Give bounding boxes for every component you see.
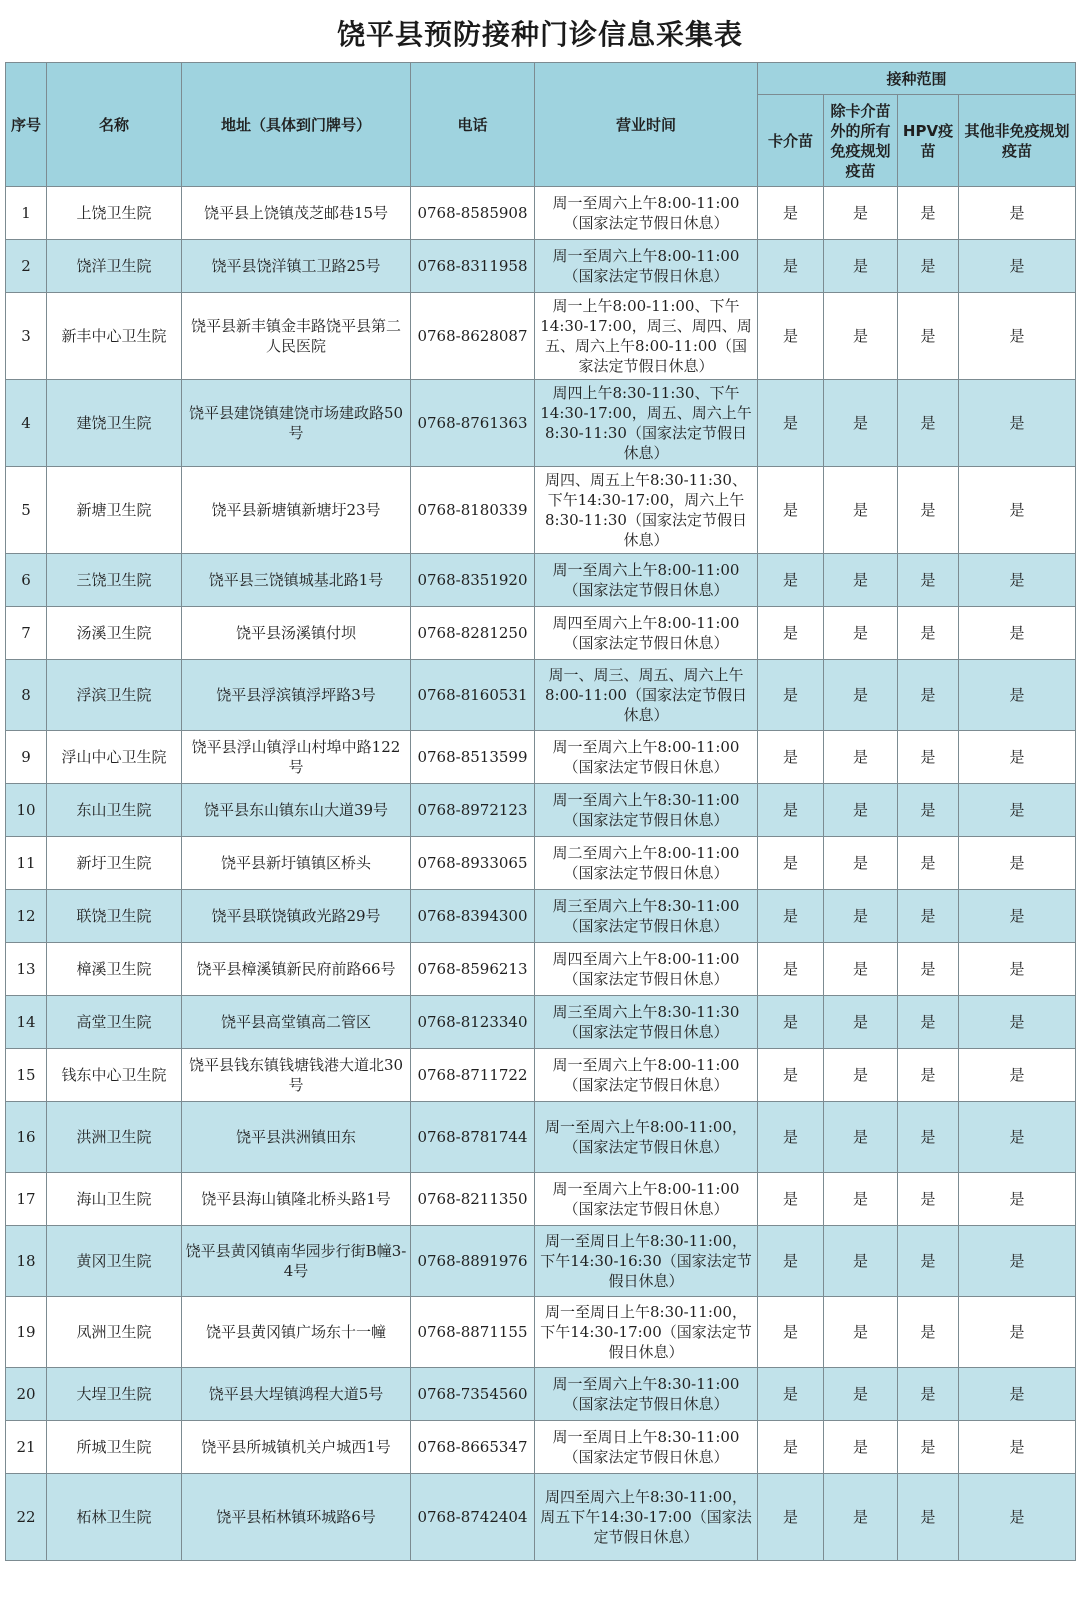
cell-hpv: 是 <box>898 240 959 293</box>
cell-hpv: 是 <box>898 187 959 240</box>
cell-hpv: 是 <box>898 1421 959 1474</box>
cell-other-nip: 是 <box>824 1474 898 1561</box>
cell-address: 饶平县汤溪镇付坝 <box>182 607 411 660</box>
table-row <box>6 996 1076 1049</box>
table-row <box>6 1474 1076 1561</box>
cell-bcg: 是 <box>758 1102 824 1173</box>
cell-seq: 14 <box>6 996 47 1049</box>
table-row <box>6 380 1076 467</box>
cell-non-nip: 是 <box>959 890 1076 943</box>
cell-hours: 周一、周三、周五、周六上午8:00-11:00（国家法定节假日休息） <box>535 660 758 731</box>
cell-seq: 6 <box>6 554 47 607</box>
cell-seq: 10 <box>6 784 47 837</box>
header-non-nip: 其他非免疫规划疫苗 <box>959 95 1076 187</box>
cell-phone: 0768-8281250 <box>411 607 535 660</box>
cell-other-nip: 是 <box>824 1297 898 1368</box>
table-row <box>6 240 1076 293</box>
cell-bcg: 是 <box>758 1049 824 1102</box>
cell-hours: 周一至周六上午8:30-11:00（国家法定节假日休息） <box>535 1368 758 1421</box>
cell-phone: 0768-8628087 <box>411 293 535 380</box>
cell-hpv: 是 <box>898 607 959 660</box>
cell-address: 饶平县高堂镇高二管区 <box>182 996 411 1049</box>
cell-name: 新丰中心卫生院 <box>47 293 182 380</box>
cell-non-nip: 是 <box>959 1226 1076 1297</box>
cell-seq: 16 <box>6 1102 47 1173</box>
cell-other-nip: 是 <box>824 1173 898 1226</box>
cell-name: 建饶卫生院 <box>47 380 182 467</box>
cell-bcg: 是 <box>758 240 824 293</box>
cell-address: 饶平县新丰镇金丰路饶平县第二人民医院 <box>182 293 411 380</box>
header-address: 地址（具体到门牌号） <box>182 63 411 187</box>
cell-seq: 19 <box>6 1297 47 1368</box>
cell-phone: 0768-8394300 <box>411 890 535 943</box>
cell-hours: 周一至周日上午8:30-11:00（国家法定节假日休息） <box>535 1421 758 1474</box>
cell-address: 饶平县浮山镇浮山村埠中路122号 <box>182 731 411 784</box>
header-hours: 营业时间 <box>535 63 758 187</box>
cell-other-nip: 是 <box>824 240 898 293</box>
cell-seq: 20 <box>6 1368 47 1421</box>
cell-other-nip: 是 <box>824 837 898 890</box>
cell-hours: 周四、周五上午8:30-11:30、下午14:30-17:00，周六上午8:30-11:30（国家法定节假日休息） <box>535 467 758 554</box>
cell-phone: 0768-8160531 <box>411 660 535 731</box>
cell-non-nip: 是 <box>959 1102 1076 1173</box>
cell-other-nip: 是 <box>824 1368 898 1421</box>
cell-phone: 0768-8761363 <box>411 380 535 467</box>
cell-other-nip: 是 <box>824 784 898 837</box>
cell-bcg: 是 <box>758 607 824 660</box>
cell-seq: 18 <box>6 1226 47 1297</box>
cell-hpv: 是 <box>898 554 959 607</box>
cell-name: 上饶卫生院 <box>47 187 182 240</box>
cell-name: 洪洲卫生院 <box>47 1102 182 1173</box>
cell-other-nip: 是 <box>824 607 898 660</box>
cell-seq: 22 <box>6 1474 47 1561</box>
cell-name: 新塘卫生院 <box>47 467 182 554</box>
cell-non-nip: 是 <box>959 1421 1076 1474</box>
cell-name: 大埕卫生院 <box>47 1368 182 1421</box>
cell-bcg: 是 <box>758 467 824 554</box>
header-hpv: HPV疫苗 <box>898 95 959 187</box>
cell-address: 饶平县浮滨镇浮坪路3号 <box>182 660 411 731</box>
cell-bcg: 是 <box>758 996 824 1049</box>
cell-bcg: 是 <box>758 293 824 380</box>
cell-hpv: 是 <box>898 890 959 943</box>
cell-hpv: 是 <box>898 1297 959 1368</box>
cell-address: 饶平县洪洲镇田东 <box>182 1102 411 1173</box>
cell-address: 饶平县樟溪镇新民府前路66号 <box>182 943 411 996</box>
cell-hours: 周一至周六上午8:00-11:00（国家法定节假日休息） <box>535 1173 758 1226</box>
table-row <box>6 660 1076 731</box>
table-row <box>6 1226 1076 1297</box>
cell-seq: 8 <box>6 660 47 731</box>
cell-hours: 周二至周六上午8:00-11:00（国家法定节假日休息） <box>535 837 758 890</box>
cell-other-nip: 是 <box>824 293 898 380</box>
cell-phone: 0768-8596213 <box>411 943 535 996</box>
clinic-table <box>5 62 1076 1561</box>
cell-name: 联饶卫生院 <box>47 890 182 943</box>
cell-other-nip: 是 <box>824 660 898 731</box>
cell-seq: 11 <box>6 837 47 890</box>
cell-hours: 周一至周六上午8:00-11:00（国家法定节假日休息） <box>535 240 758 293</box>
table-row <box>6 1297 1076 1368</box>
cell-non-nip: 是 <box>959 943 1076 996</box>
cell-hpv: 是 <box>898 1173 959 1226</box>
cell-bcg: 是 <box>758 1421 824 1474</box>
cell-other-nip: 是 <box>824 1102 898 1173</box>
cell-hours: 周一上午8:00-11:00、下午14:30-17:00，周三、周四、周五、周六上午8:00-11:00（国家法定节假日休息） <box>535 293 758 380</box>
cell-phone: 0768-8711722 <box>411 1049 535 1102</box>
cell-address: 饶平县黄冈镇广场东十一幢 <box>182 1297 411 1368</box>
cell-seq: 17 <box>6 1173 47 1226</box>
cell-non-nip: 是 <box>959 554 1076 607</box>
cell-other-nip: 是 <box>824 1049 898 1102</box>
cell-non-nip: 是 <box>959 1049 1076 1102</box>
cell-address: 饶平县联饶镇政光路29号 <box>182 890 411 943</box>
cell-non-nip: 是 <box>959 187 1076 240</box>
cell-hpv: 是 <box>898 784 959 837</box>
cell-hours: 周一至周六上午8:00-11:00，（国家法定节假日休息） <box>535 1102 758 1173</box>
cell-hours: 周一至周日上午8:30-11:00，下午14:30-16:30（国家法定节假日休息） <box>535 1226 758 1297</box>
cell-hours: 周四上午8:30-11:30、下午14:30-17:00，周五、周六上午8:30-11:30（国家法定节假日休息） <box>535 380 758 467</box>
header-phone: 电话 <box>411 63 535 187</box>
cell-hpv: 是 <box>898 943 959 996</box>
cell-address: 饶平县新圩镇镇区桥头 <box>182 837 411 890</box>
cell-bcg: 是 <box>758 837 824 890</box>
cell-other-nip: 是 <box>824 467 898 554</box>
table-row <box>6 1421 1076 1474</box>
cell-other-nip: 是 <box>824 1421 898 1474</box>
cell-hours: 周一至周六上午8:00-11:00（国家法定节假日休息） <box>535 554 758 607</box>
cell-other-nip: 是 <box>824 380 898 467</box>
cell-non-nip: 是 <box>959 996 1076 1049</box>
cell-bcg: 是 <box>758 943 824 996</box>
cell-phone: 0768-8180339 <box>411 467 535 554</box>
cell-bcg: 是 <box>758 784 824 837</box>
table-row <box>6 607 1076 660</box>
cell-hpv: 是 <box>898 1474 959 1561</box>
cell-non-nip: 是 <box>959 240 1076 293</box>
table-row <box>6 187 1076 240</box>
cell-name: 饶洋卫生院 <box>47 240 182 293</box>
header-bcg: 卡介苗 <box>758 95 824 187</box>
page-title: 饶平县预防接种门诊信息采集表 <box>336 17 743 51</box>
cell-other-nip: 是 <box>824 943 898 996</box>
cell-hpv: 是 <box>898 293 959 380</box>
cell-name: 新圩卫生院 <box>47 837 182 890</box>
cell-seq: 9 <box>6 731 47 784</box>
cell-phone: 0768-8123340 <box>411 996 535 1049</box>
cell-name: 樟溪卫生院 <box>47 943 182 996</box>
cell-hours: 周一至周日上午8:30-11:00，下午14:30-17:00（国家法定节假日休息） <box>535 1297 758 1368</box>
cell-address: 饶平县大埕镇鸿程大道5号 <box>182 1368 411 1421</box>
cell-bcg: 是 <box>758 660 824 731</box>
cell-address: 饶平县黄冈镇南华园步行街B幢3-4号 <box>182 1226 411 1297</box>
cell-hpv: 是 <box>898 1368 959 1421</box>
cell-name: 高堂卫生院 <box>47 996 182 1049</box>
table-row <box>6 293 1076 380</box>
cell-hours: 周一至周六上午8:00-11:00（国家法定节假日休息） <box>535 187 758 240</box>
cell-name: 三饶卫生院 <box>47 554 182 607</box>
cell-name: 所城卫生院 <box>47 1421 182 1474</box>
cell-phone: 0768-8665347 <box>411 1421 535 1474</box>
cell-non-nip: 是 <box>959 837 1076 890</box>
cell-phone: 0768-8513599 <box>411 731 535 784</box>
cell-other-nip: 是 <box>824 731 898 784</box>
cell-hpv: 是 <box>898 1226 959 1297</box>
cell-hpv: 是 <box>898 660 959 731</box>
cell-name: 浮山中心卫生院 <box>47 731 182 784</box>
cell-non-nip: 是 <box>959 660 1076 731</box>
cell-name: 钱东中心卫生院 <box>47 1049 182 1102</box>
cell-other-nip: 是 <box>824 890 898 943</box>
cell-bcg: 是 <box>758 1297 824 1368</box>
cell-hours: 周四至周六上午8:00-11:00（国家法定节假日休息） <box>535 607 758 660</box>
cell-non-nip: 是 <box>959 1368 1076 1421</box>
cell-non-nip: 是 <box>959 1173 1076 1226</box>
cell-address: 饶平县所城镇机关户城西1号 <box>182 1421 411 1474</box>
cell-phone: 0768-8891976 <box>411 1226 535 1297</box>
header-other-nip: 除卡介苗外的所有免疫规划疫苗 <box>824 95 898 187</box>
cell-phone: 0768-8871155 <box>411 1297 535 1368</box>
table-row <box>6 890 1076 943</box>
cell-seq: 13 <box>6 943 47 996</box>
cell-non-nip: 是 <box>959 380 1076 467</box>
cell-address: 饶平县上饶镇茂芝邮巷15号 <box>182 187 411 240</box>
cell-bcg: 是 <box>758 1173 824 1226</box>
cell-bcg: 是 <box>758 1226 824 1297</box>
cell-hours: 周四至周六上午8:30-11:00，周五下午14:30-17:00（国家法定节假日休息） <box>535 1474 758 1561</box>
cell-address: 饶平县东山镇东山大道39号 <box>182 784 411 837</box>
cell-address: 饶平县钱东镇钱塘钱港大道北30号 <box>182 1049 411 1102</box>
cell-name: 东山卫生院 <box>47 784 182 837</box>
table-row <box>6 1368 1076 1421</box>
cell-name: 汤溪卫生院 <box>47 607 182 660</box>
cell-bcg: 是 <box>758 187 824 240</box>
cell-hours: 周三至周六上午8:30-11:00（国家法定节假日休息） <box>535 890 758 943</box>
cell-hpv: 是 <box>898 1102 959 1173</box>
cell-bcg: 是 <box>758 380 824 467</box>
cell-other-nip: 是 <box>824 187 898 240</box>
cell-phone: 0768-8742404 <box>411 1474 535 1561</box>
cell-hours: 周一至周六上午8:00-11:00（国家法定节假日休息） <box>535 731 758 784</box>
cell-other-nip: 是 <box>824 996 898 1049</box>
cell-hours: 周三至周六上午8:30-11:30（国家法定节假日休息） <box>535 996 758 1049</box>
cell-address: 饶平县三饶镇城基北路1号 <box>182 554 411 607</box>
table-row <box>6 554 1076 607</box>
cell-phone: 0768-8585908 <box>411 187 535 240</box>
table-row <box>6 943 1076 996</box>
cell-name: 凤洲卫生院 <box>47 1297 182 1368</box>
cell-bcg: 是 <box>758 890 824 943</box>
cell-hours: 周一至周六上午8:30-11:00（国家法定节假日休息） <box>535 784 758 837</box>
cell-seq: 21 <box>6 1421 47 1474</box>
table-row <box>6 784 1076 837</box>
cell-address: 饶平县新塘镇新塘圩23号 <box>182 467 411 554</box>
table-row <box>6 1102 1076 1173</box>
cell-hours: 周一至周六上午8:00-11:00（国家法定节假日休息） <box>535 1049 758 1102</box>
cell-hours: 周四至周六上午8:00-11:00（国家法定节假日休息） <box>535 943 758 996</box>
cell-phone: 0768-8311958 <box>411 240 535 293</box>
cell-phone: 0768-8972123 <box>411 784 535 837</box>
header-seq: 序号 <box>6 63 47 187</box>
cell-non-nip: 是 <box>959 731 1076 784</box>
cell-name: 柘林卫生院 <box>47 1474 182 1561</box>
cell-address: 饶平县柘林镇环城路6号 <box>182 1474 411 1561</box>
cell-non-nip: 是 <box>959 784 1076 837</box>
cell-bcg: 是 <box>758 731 824 784</box>
cell-seq: 5 <box>6 467 47 554</box>
cell-seq: 1 <box>6 187 47 240</box>
cell-non-nip: 是 <box>959 607 1076 660</box>
cell-seq: 4 <box>6 380 47 467</box>
cell-name: 海山卫生院 <box>47 1173 182 1226</box>
cell-seq: 2 <box>6 240 47 293</box>
cell-phone: 0768-8351920 <box>411 554 535 607</box>
cell-hpv: 是 <box>898 1049 959 1102</box>
cell-seq: 7 <box>6 607 47 660</box>
cell-bcg: 是 <box>758 1368 824 1421</box>
table-row <box>6 731 1076 784</box>
cell-other-nip: 是 <box>824 1226 898 1297</box>
document-sheet <box>5 4 1075 1595</box>
cell-non-nip: 是 <box>959 467 1076 554</box>
table-row <box>6 837 1076 890</box>
cell-name: 黄冈卫生院 <box>47 1226 182 1297</box>
table-row <box>6 467 1076 554</box>
cell-seq: 15 <box>6 1049 47 1102</box>
table-row <box>6 1173 1076 1226</box>
cell-non-nip: 是 <box>959 293 1076 380</box>
cell-bcg: 是 <box>758 1474 824 1561</box>
cell-phone: 0768-7354560 <box>411 1368 535 1421</box>
header-scope: 接种范围 <box>758 63 1076 95</box>
cell-bcg: 是 <box>758 554 824 607</box>
header-name: 名称 <box>47 63 182 187</box>
table-row <box>6 1049 1076 1102</box>
cell-hpv: 是 <box>898 380 959 467</box>
cell-hpv: 是 <box>898 837 959 890</box>
cell-hpv: 是 <box>898 996 959 1049</box>
cell-phone: 0768-8781744 <box>411 1102 535 1173</box>
cell-name: 浮滨卫生院 <box>47 660 182 731</box>
cell-non-nip: 是 <box>959 1474 1076 1561</box>
cell-non-nip: 是 <box>959 1297 1076 1368</box>
cell-phone: 0768-8211350 <box>411 1173 535 1226</box>
cell-seq: 3 <box>6 293 47 380</box>
cell-address: 饶平县海山镇隆北桥头路1号 <box>182 1173 411 1226</box>
cell-address: 饶平县饶洋镇工卫路25号 <box>182 240 411 293</box>
cell-hpv: 是 <box>898 731 959 784</box>
cell-hpv: 是 <box>898 467 959 554</box>
cell-address: 饶平县建饶镇建饶市场建政路50号 <box>182 380 411 467</box>
cell-phone: 0768-8933065 <box>411 837 535 890</box>
cell-other-nip: 是 <box>824 554 898 607</box>
cell-seq: 12 <box>6 890 47 943</box>
